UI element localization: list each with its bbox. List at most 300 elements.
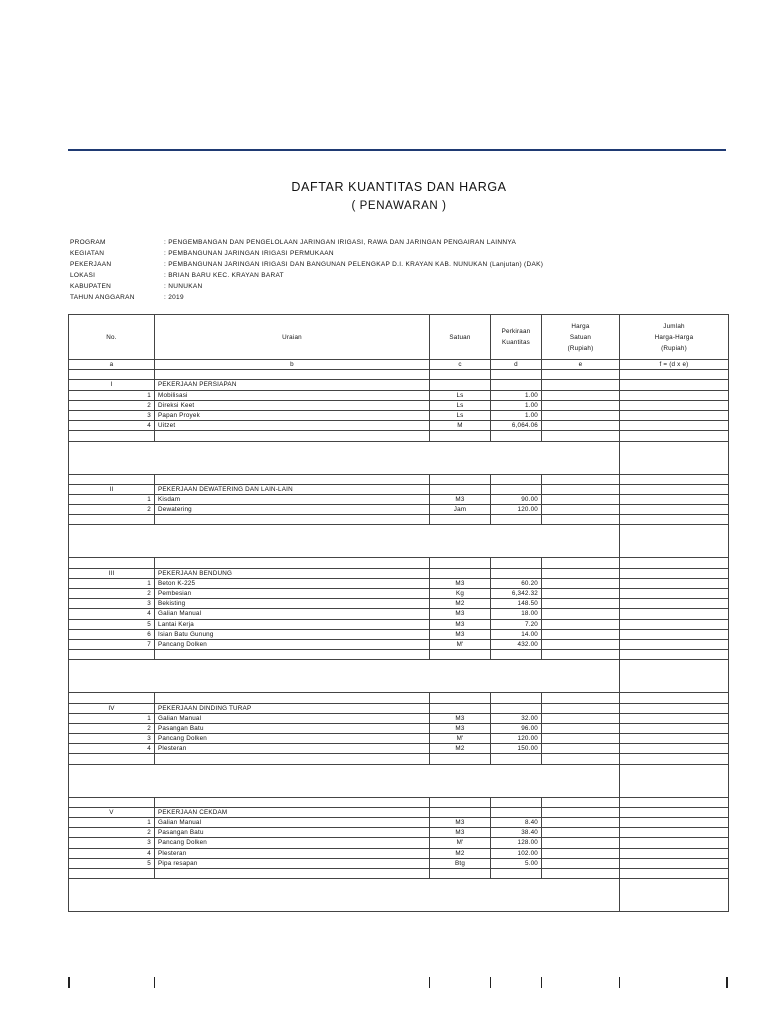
empty-cell xyxy=(491,380,542,390)
item-description: Direksi Keet xyxy=(155,400,430,410)
item-number: 5 xyxy=(69,619,155,629)
item-unit-price xyxy=(542,494,620,504)
item-quantity: 5.00 xyxy=(491,858,542,868)
tick-mark xyxy=(726,977,728,988)
item-description: Dewatering xyxy=(155,505,430,515)
item-total xyxy=(620,744,729,754)
item-unit: M3 xyxy=(430,713,491,723)
item-unit: M3 xyxy=(430,619,491,629)
item-unit: M3 xyxy=(430,578,491,588)
empty-cell xyxy=(430,474,491,484)
table-row xyxy=(69,589,729,599)
item-description: Kisdam xyxy=(155,494,430,504)
item-quantity: 128.00 xyxy=(491,838,542,848)
item-unit: Ls xyxy=(430,390,491,400)
gap-cell xyxy=(69,660,620,693)
info-row xyxy=(70,248,543,259)
item-number: 2 xyxy=(69,723,155,733)
empty-cell xyxy=(491,868,542,878)
item-number: 4 xyxy=(69,421,155,431)
item-unit: M2 xyxy=(430,744,491,754)
section-header-row xyxy=(69,568,729,578)
table-row xyxy=(69,410,729,420)
item-quantity: 1.00 xyxy=(491,400,542,410)
empty-cell xyxy=(620,370,729,380)
empty-cell xyxy=(542,650,620,660)
item-unit-price xyxy=(542,410,620,420)
item-number: 4 xyxy=(69,609,155,619)
item-unit-price xyxy=(542,599,620,609)
item-unit-price xyxy=(542,390,620,400)
empty-cell xyxy=(155,754,430,764)
item-unit-price xyxy=(542,619,620,629)
item-quantity: 6,342.32 xyxy=(491,589,542,599)
subtotal-gap-row xyxy=(69,660,729,693)
item-description: Isian Batu Gunung xyxy=(155,629,430,639)
item-quantity: 6,064.06 xyxy=(491,421,542,431)
item-description: Papan Proyek xyxy=(155,410,430,420)
letter-a: a xyxy=(69,360,155,370)
table-row xyxy=(69,599,729,609)
item-unit: Jam xyxy=(430,505,491,515)
item-description: Pancang Dolken xyxy=(155,734,430,744)
item-total xyxy=(620,505,729,515)
item-unit-price xyxy=(542,828,620,838)
blank-row xyxy=(69,474,729,484)
header-harga-line1: Harga xyxy=(571,322,590,330)
blank-row xyxy=(69,693,729,703)
item-quantity: 18.00 xyxy=(491,609,542,619)
item-total xyxy=(620,599,729,609)
blank-row xyxy=(69,754,729,764)
document-subtitle: ( PENAWARAN ) xyxy=(351,200,447,212)
header-kuantitas-line1: Perkiraan xyxy=(501,328,531,335)
empty-cell xyxy=(620,568,729,578)
tick-mark xyxy=(490,977,491,988)
item-unit: Ls xyxy=(430,410,491,420)
empty-cell xyxy=(155,693,430,703)
item-quantity: 1.00 xyxy=(491,390,542,400)
empty-cell xyxy=(430,558,491,568)
item-total xyxy=(620,421,729,431)
empty-cell xyxy=(542,370,620,380)
empty-cell xyxy=(69,754,155,764)
item-total xyxy=(620,619,729,629)
empty-cell xyxy=(542,558,620,568)
item-unit: Kg xyxy=(430,589,491,599)
item-unit: M2 xyxy=(430,599,491,609)
empty-cell xyxy=(542,568,620,578)
item-description: Uitzet xyxy=(155,421,430,431)
section-number: V xyxy=(69,807,155,817)
item-number: 2 xyxy=(69,828,155,838)
empty-cell xyxy=(491,484,542,494)
empty-cell xyxy=(430,568,491,578)
blank-row xyxy=(69,515,729,525)
item-number: 2 xyxy=(69,589,155,599)
subtotal-gap-row xyxy=(69,525,729,558)
header-jumlah xyxy=(620,315,729,360)
section-title: PEKERJAAN PERSIAPAN xyxy=(155,380,430,390)
empty-cell xyxy=(542,703,620,713)
empty-cell xyxy=(69,797,155,807)
item-description: Galian Manual xyxy=(155,713,430,723)
section-number: I xyxy=(69,380,155,390)
item-number: 4 xyxy=(69,744,155,754)
table-row xyxy=(69,390,729,400)
item-description: Plesteran xyxy=(155,744,430,754)
item-unit-price xyxy=(542,505,620,515)
empty-cell xyxy=(69,650,155,660)
table-row xyxy=(69,734,729,744)
info-key: KEGIATAN xyxy=(70,250,105,257)
empty-cell xyxy=(155,515,430,525)
item-total xyxy=(620,734,729,744)
empty-cell xyxy=(491,474,542,484)
empty-cell xyxy=(620,807,729,817)
empty-cell xyxy=(69,558,155,568)
empty-cell xyxy=(430,431,491,441)
item-description: Bekisting xyxy=(155,599,430,609)
item-number: 2 xyxy=(69,400,155,410)
item-quantity: 150.00 xyxy=(491,744,542,754)
empty-cell xyxy=(155,431,430,441)
table-row xyxy=(69,744,729,754)
item-unit-price xyxy=(542,609,620,619)
table-row xyxy=(69,713,729,723)
item-total xyxy=(620,723,729,733)
item-number: 3 xyxy=(69,734,155,744)
empty-cell xyxy=(491,515,542,525)
item-unit: Ls xyxy=(430,400,491,410)
empty-cell xyxy=(620,484,729,494)
section-header-row xyxy=(69,807,729,817)
empty-cell xyxy=(430,484,491,494)
item-unit: M' xyxy=(430,639,491,649)
table-row xyxy=(69,858,729,868)
item-quantity: 120.00 xyxy=(491,505,542,515)
empty-cell xyxy=(155,474,430,484)
empty-cell xyxy=(542,797,620,807)
table-row xyxy=(69,619,729,629)
item-number: 3 xyxy=(69,838,155,848)
item-description: Beton K-225 xyxy=(155,578,430,588)
empty-cell xyxy=(491,558,542,568)
item-unit-price xyxy=(542,421,620,431)
item-unit-price xyxy=(542,858,620,868)
info-key: PEKERJAAN xyxy=(70,261,112,268)
project-info xyxy=(70,237,543,303)
info-row xyxy=(70,281,543,292)
tick-mark xyxy=(68,977,70,988)
item-total xyxy=(620,609,729,619)
tick-mark xyxy=(429,977,430,988)
table-row xyxy=(69,578,729,588)
blank-row xyxy=(69,558,729,568)
section-header-row xyxy=(69,484,729,494)
header-jumlah-line3: (Rupiah) xyxy=(661,344,687,352)
empty-cell xyxy=(491,807,542,817)
section-title: PEKERJAAN DEWATERING DAN LAIN-LAIN xyxy=(155,484,430,494)
item-description: Mobilisasi xyxy=(155,390,430,400)
item-total xyxy=(620,400,729,410)
gap-total-cell xyxy=(620,764,729,797)
letter-e: e xyxy=(542,360,620,370)
item-total xyxy=(620,589,729,599)
item-description: Pasangan Batu xyxy=(155,828,430,838)
item-unit: M3 xyxy=(430,629,491,639)
empty-cell xyxy=(430,515,491,525)
empty-cell xyxy=(491,370,542,380)
item-unit: M3 xyxy=(430,828,491,838)
item-total xyxy=(620,848,729,858)
header-satuan: Satuan xyxy=(430,315,491,360)
gap-cell xyxy=(69,525,620,558)
item-quantity: 90.00 xyxy=(491,494,542,504)
info-row xyxy=(70,237,543,248)
empty-cell xyxy=(69,515,155,525)
item-total xyxy=(620,838,729,848)
info-key: PROGRAM xyxy=(70,239,106,246)
empty-cell xyxy=(620,431,729,441)
item-quantity: 432.00 xyxy=(491,639,542,649)
item-description: Galian Manual xyxy=(155,609,430,619)
page-bottom-ticks xyxy=(0,977,768,989)
item-total xyxy=(620,639,729,649)
gap-total-cell xyxy=(620,660,729,693)
item-unit-price xyxy=(542,818,620,828)
empty-cell xyxy=(620,515,729,525)
item-unit-price xyxy=(542,723,620,733)
gap-cell xyxy=(69,764,620,797)
item-unit: M' xyxy=(430,838,491,848)
tick-mark xyxy=(541,977,542,988)
empty-cell xyxy=(430,754,491,764)
empty-cell xyxy=(542,380,620,390)
item-unit-price xyxy=(542,713,620,723)
empty-cell xyxy=(542,515,620,525)
empty-cell xyxy=(620,474,729,484)
empty-cell xyxy=(620,703,729,713)
item-quantity: 38.40 xyxy=(491,828,542,838)
gap-total-cell xyxy=(620,441,729,474)
empty-cell xyxy=(155,797,430,807)
empty-cell xyxy=(542,868,620,878)
item-unit-price xyxy=(542,848,620,858)
empty-cell xyxy=(430,370,491,380)
gap-total-cell xyxy=(620,525,729,558)
subtotal-gap-row xyxy=(69,764,729,797)
empty-cell xyxy=(542,431,620,441)
item-total xyxy=(620,713,729,723)
item-quantity: 1.00 xyxy=(491,410,542,420)
empty-cell xyxy=(69,868,155,878)
item-quantity: 32.00 xyxy=(491,713,542,723)
empty-cell xyxy=(491,754,542,764)
item-unit-price xyxy=(542,639,620,649)
table-row xyxy=(69,505,729,515)
empty-cell xyxy=(542,474,620,484)
section-number: II xyxy=(69,484,155,494)
empty-cell xyxy=(430,703,491,713)
item-quantity: 102.00 xyxy=(491,848,542,858)
info-key: TAHUN ANGGARAN xyxy=(70,294,135,301)
empty-cell xyxy=(620,558,729,568)
gap-cell xyxy=(69,879,620,912)
table-row xyxy=(69,723,729,733)
empty-cell xyxy=(542,807,620,817)
letter-c: c xyxy=(430,360,491,370)
table-row xyxy=(69,494,729,504)
item-quantity: 120.00 xyxy=(491,734,542,744)
empty-cell xyxy=(69,693,155,703)
header-harga-line3: (Rupiah) xyxy=(567,344,594,352)
header-jumlah-line2: Harga-Harga xyxy=(654,333,694,341)
header-jumlah-line1: Jumlah xyxy=(663,322,685,330)
table-row xyxy=(69,818,729,828)
empty-cell xyxy=(69,431,155,441)
item-unit: M3 xyxy=(430,494,491,504)
blank-row xyxy=(69,370,729,380)
gap-cell xyxy=(69,441,620,474)
table-row xyxy=(69,838,729,848)
letter-f: f = (d x e) xyxy=(620,360,729,370)
item-number: 1 xyxy=(69,713,155,723)
empty-cell xyxy=(155,370,430,380)
item-number: 4 xyxy=(69,848,155,858)
empty-cell xyxy=(430,380,491,390)
item-description: Pancang Dolken xyxy=(155,838,430,848)
info-value: : PENGEMBANGAN DAN PENGELOLAAN JARINGAN IRIGASI, RAWA DAN JARINGAN PENGAIRAN LAINNYA xyxy=(164,239,517,246)
blank-row xyxy=(69,431,729,441)
empty-cell xyxy=(542,754,620,764)
item-unit: Btg xyxy=(430,858,491,868)
item-unit: M3 xyxy=(430,609,491,619)
info-key: KABUPATEN xyxy=(70,283,112,290)
item-unit-price xyxy=(542,838,620,848)
blank-row xyxy=(69,797,729,807)
empty-cell xyxy=(430,693,491,703)
header-uraian: Uraian xyxy=(155,315,430,360)
empty-cell xyxy=(155,868,430,878)
gap-total-cell xyxy=(620,879,729,912)
empty-cell xyxy=(620,380,729,390)
item-number: 1 xyxy=(69,494,155,504)
header-kuantitas-line2: Kuantitas xyxy=(501,339,531,346)
item-quantity: 8.40 xyxy=(491,818,542,828)
item-unit-price xyxy=(542,629,620,639)
table-row xyxy=(69,828,729,838)
header-kuantitas xyxy=(491,315,542,360)
item-description: Pancang Dolken xyxy=(155,639,430,649)
item-total xyxy=(620,858,729,868)
tick-mark xyxy=(619,977,620,988)
item-number: 1 xyxy=(69,390,155,400)
header-harga xyxy=(542,315,620,360)
item-number: 6 xyxy=(69,629,155,639)
item-description: Lantai Kerja xyxy=(155,619,430,629)
item-unit: M3 xyxy=(430,818,491,828)
header-no: No. xyxy=(69,315,155,360)
item-total xyxy=(620,578,729,588)
item-quantity: 14.00 xyxy=(491,629,542,639)
empty-cell xyxy=(620,868,729,878)
section-header-row xyxy=(69,703,729,713)
empty-cell xyxy=(430,807,491,817)
document-title: DAFTAR KUANTITAS DAN HARGA xyxy=(291,180,507,194)
empty-cell xyxy=(155,650,430,660)
empty-cell xyxy=(491,703,542,713)
item-total xyxy=(620,494,729,504)
table-row xyxy=(69,639,729,649)
empty-cell xyxy=(430,797,491,807)
empty-cell xyxy=(542,693,620,703)
empty-cell xyxy=(620,693,729,703)
item-number: 1 xyxy=(69,818,155,828)
empty-cell xyxy=(620,650,729,660)
empty-cell xyxy=(430,868,491,878)
column-letter-row xyxy=(69,360,729,370)
item-quantity: 7.20 xyxy=(491,619,542,629)
item-unit-price xyxy=(542,734,620,744)
empty-cell xyxy=(620,754,729,764)
item-total xyxy=(620,410,729,420)
boq-table xyxy=(68,314,729,912)
item-number: 5 xyxy=(69,858,155,868)
info-value: : BRIAN BARU KEC. KRAYAN BARAT xyxy=(164,272,284,279)
item-number: 2 xyxy=(69,505,155,515)
item-quantity: 96.00 xyxy=(491,723,542,733)
blank-row xyxy=(69,868,729,878)
letter-d: d xyxy=(491,360,542,370)
item-description: Pasangan Batu xyxy=(155,723,430,733)
table-row xyxy=(69,629,729,639)
item-description: Galian Manual xyxy=(155,818,430,828)
empty-cell xyxy=(491,693,542,703)
empty-cell xyxy=(430,650,491,660)
info-row xyxy=(70,259,543,270)
item-description: Plesteran xyxy=(155,848,430,858)
info-value: : NUNUKAN xyxy=(164,283,203,290)
empty-cell xyxy=(620,797,729,807)
section-title: PEKERJAAN CEKDAM xyxy=(155,807,430,817)
empty-cell xyxy=(69,474,155,484)
info-value: : 2019 xyxy=(164,294,184,301)
item-total xyxy=(620,818,729,828)
empty-cell xyxy=(155,558,430,568)
item-unit-price xyxy=(542,744,620,754)
item-unit: M' xyxy=(430,734,491,744)
item-unit: M xyxy=(430,421,491,431)
item-number: 3 xyxy=(69,599,155,609)
item-unit-price xyxy=(542,589,620,599)
item-total xyxy=(620,828,729,838)
item-unit: M3 xyxy=(430,723,491,733)
item-number: 3 xyxy=(69,410,155,420)
empty-cell xyxy=(491,650,542,660)
item-description: Pembesian xyxy=(155,589,430,599)
section-title: PEKERJAAN BENDUNG xyxy=(155,568,430,578)
section-title: PEKERJAAN DINDING TURAP xyxy=(155,703,430,713)
blank-row xyxy=(69,650,729,660)
empty-cell xyxy=(491,568,542,578)
table-row xyxy=(69,609,729,619)
info-key: LOKASI xyxy=(70,272,96,279)
empty-cell xyxy=(491,797,542,807)
table-row xyxy=(69,421,729,431)
table-row xyxy=(69,848,729,858)
item-quantity: 60.20 xyxy=(491,578,542,588)
